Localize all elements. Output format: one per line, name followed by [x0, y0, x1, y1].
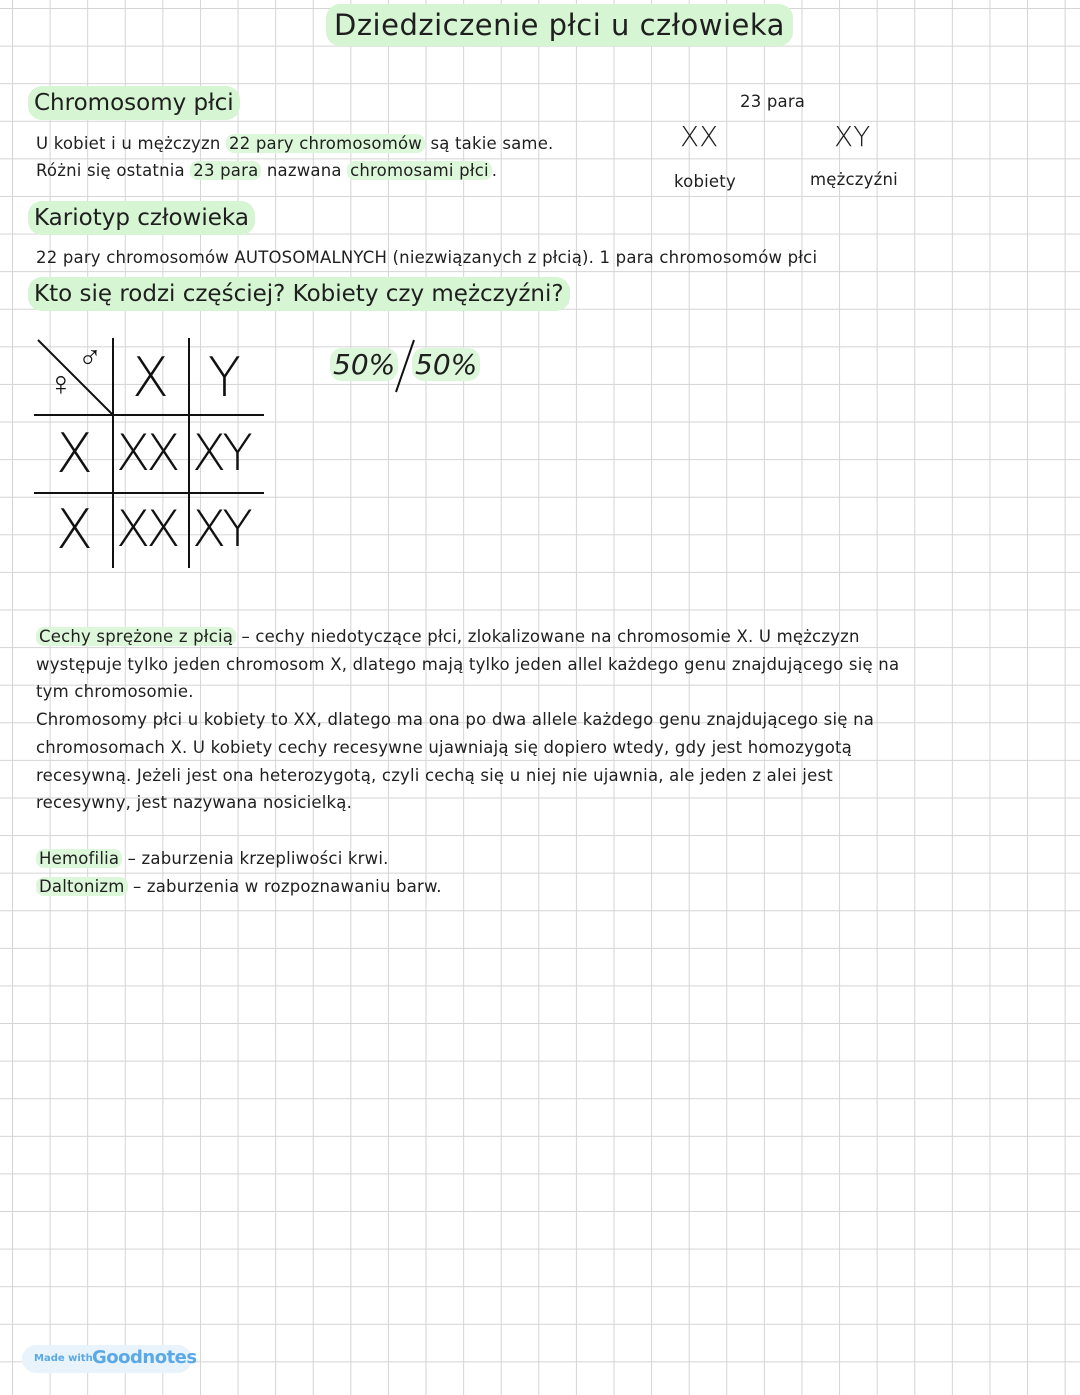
punnett-hline-2	[34, 492, 264, 494]
term-cechy-sprzezone: Cechy sprężone z płcią	[36, 627, 236, 646]
text-fragment: .	[491, 161, 498, 180]
female-symbol-icon: ♀	[48, 364, 74, 404]
text-fragment: U kobiet i u mężczyzn	[36, 134, 226, 153]
p2-line-4: recesywny, jest nazywana nosicielką.	[36, 793, 353, 812]
heading-kto-sie-rodzi: Kto się rodzi częściej? Kobiety czy mężczyźni?	[28, 277, 570, 311]
text-fragment: są takie same.	[425, 134, 554, 153]
chromosomes-line-1	[36, 130, 554, 158]
goodnotes-watermark	[22, 1345, 197, 1373]
page-title: Dziedziczenie płci u człowieka	[326, 4, 793, 46]
punnett-square	[34, 338, 266, 570]
p1-line-3: tym chromosomie.	[36, 682, 194, 701]
highlight-22-pary: 22 pary chromosomów	[226, 134, 425, 153]
col-head-y: Y	[208, 346, 241, 409]
male-symbol-icon: ♂	[78, 338, 102, 376]
cell-xy-2: XY	[192, 500, 249, 558]
text-fragment: – cechy niedotyczące płci, zlokalizowane na chromosomie X. U mężczyzn	[236, 627, 860, 646]
row-head-x-1: X	[56, 422, 93, 485]
row-head-x-2: X	[56, 498, 93, 561]
p2-line-2: chromosomach X. U kobiety cechy recesywne ujawniają się dopiero wtedy, gdy jest homozygotą	[36, 738, 852, 757]
cell-xy-1: XY	[192, 424, 249, 482]
text-fragment: – zaburzenia krzepliwości krwi.	[122, 849, 389, 868]
text-fragment: – zaburzenia w rozpoznawaniu barw.	[127, 877, 442, 896]
term-daltonizm: Daltonizm	[36, 877, 128, 896]
goodnotes-logo: Goodnotes	[92, 1347, 197, 1368]
highlight-23-para: 23 para	[190, 161, 261, 180]
heading-chromosomy-plci: Chromosomy płci	[28, 86, 240, 120]
female-label: kobiety	[674, 172, 736, 191]
male-code: XY	[834, 120, 871, 153]
chromosomes-line-2	[36, 157, 497, 185]
male-label: mężczyźni	[810, 170, 898, 189]
text-fragment: nazwana	[261, 161, 348, 180]
p2-line-3: recesywną. Jeżeli jest ona heterozygotą, czyli cechą się u niej nie ujawnia, ale jeden z alei jest	[36, 766, 833, 785]
female-code: XX	[680, 120, 719, 153]
text-fragment: Różni się ostatnia	[36, 161, 191, 180]
sex-linked-paragraph-1	[36, 623, 860, 651]
punnett-vline-2	[188, 338, 190, 568]
ratio-right: 50%	[412, 348, 480, 381]
made-with-text: Made with	[34, 1353, 93, 1364]
pair-label: 23 para	[740, 92, 806, 111]
term-hemofilia: Hemofilia	[36, 849, 122, 868]
cell-xx-2: XX	[116, 500, 177, 558]
hemofilia-line	[36, 845, 389, 873]
kariotyp-text: 22 pary chromosomów AUTOSOMALNYCH (niezwiązanych z płcią). 1 para chromosomów płci	[36, 248, 818, 267]
ratio-left: 50%	[330, 348, 398, 381]
col-head-x: X	[132, 346, 169, 409]
heading-kariotyp: Kariotyp człowieka	[28, 201, 255, 235]
p2-line-1: Chromosomy płci u kobiety to XX, dlatego ma ona po dwa allele każdego genu znajdującego się na	[36, 710, 875, 729]
p1-line-2: występuje tylko jeden chromosom X, dlatego mają tylko jeden allel każdego genu znajdującego się na	[36, 655, 900, 674]
daltonizm-line	[36, 873, 442, 901]
cell-xx-1: XX	[116, 424, 177, 482]
highlight-chromosami-plci: chromosami płci	[347, 161, 492, 180]
punnett-diagonal	[34, 338, 114, 416]
